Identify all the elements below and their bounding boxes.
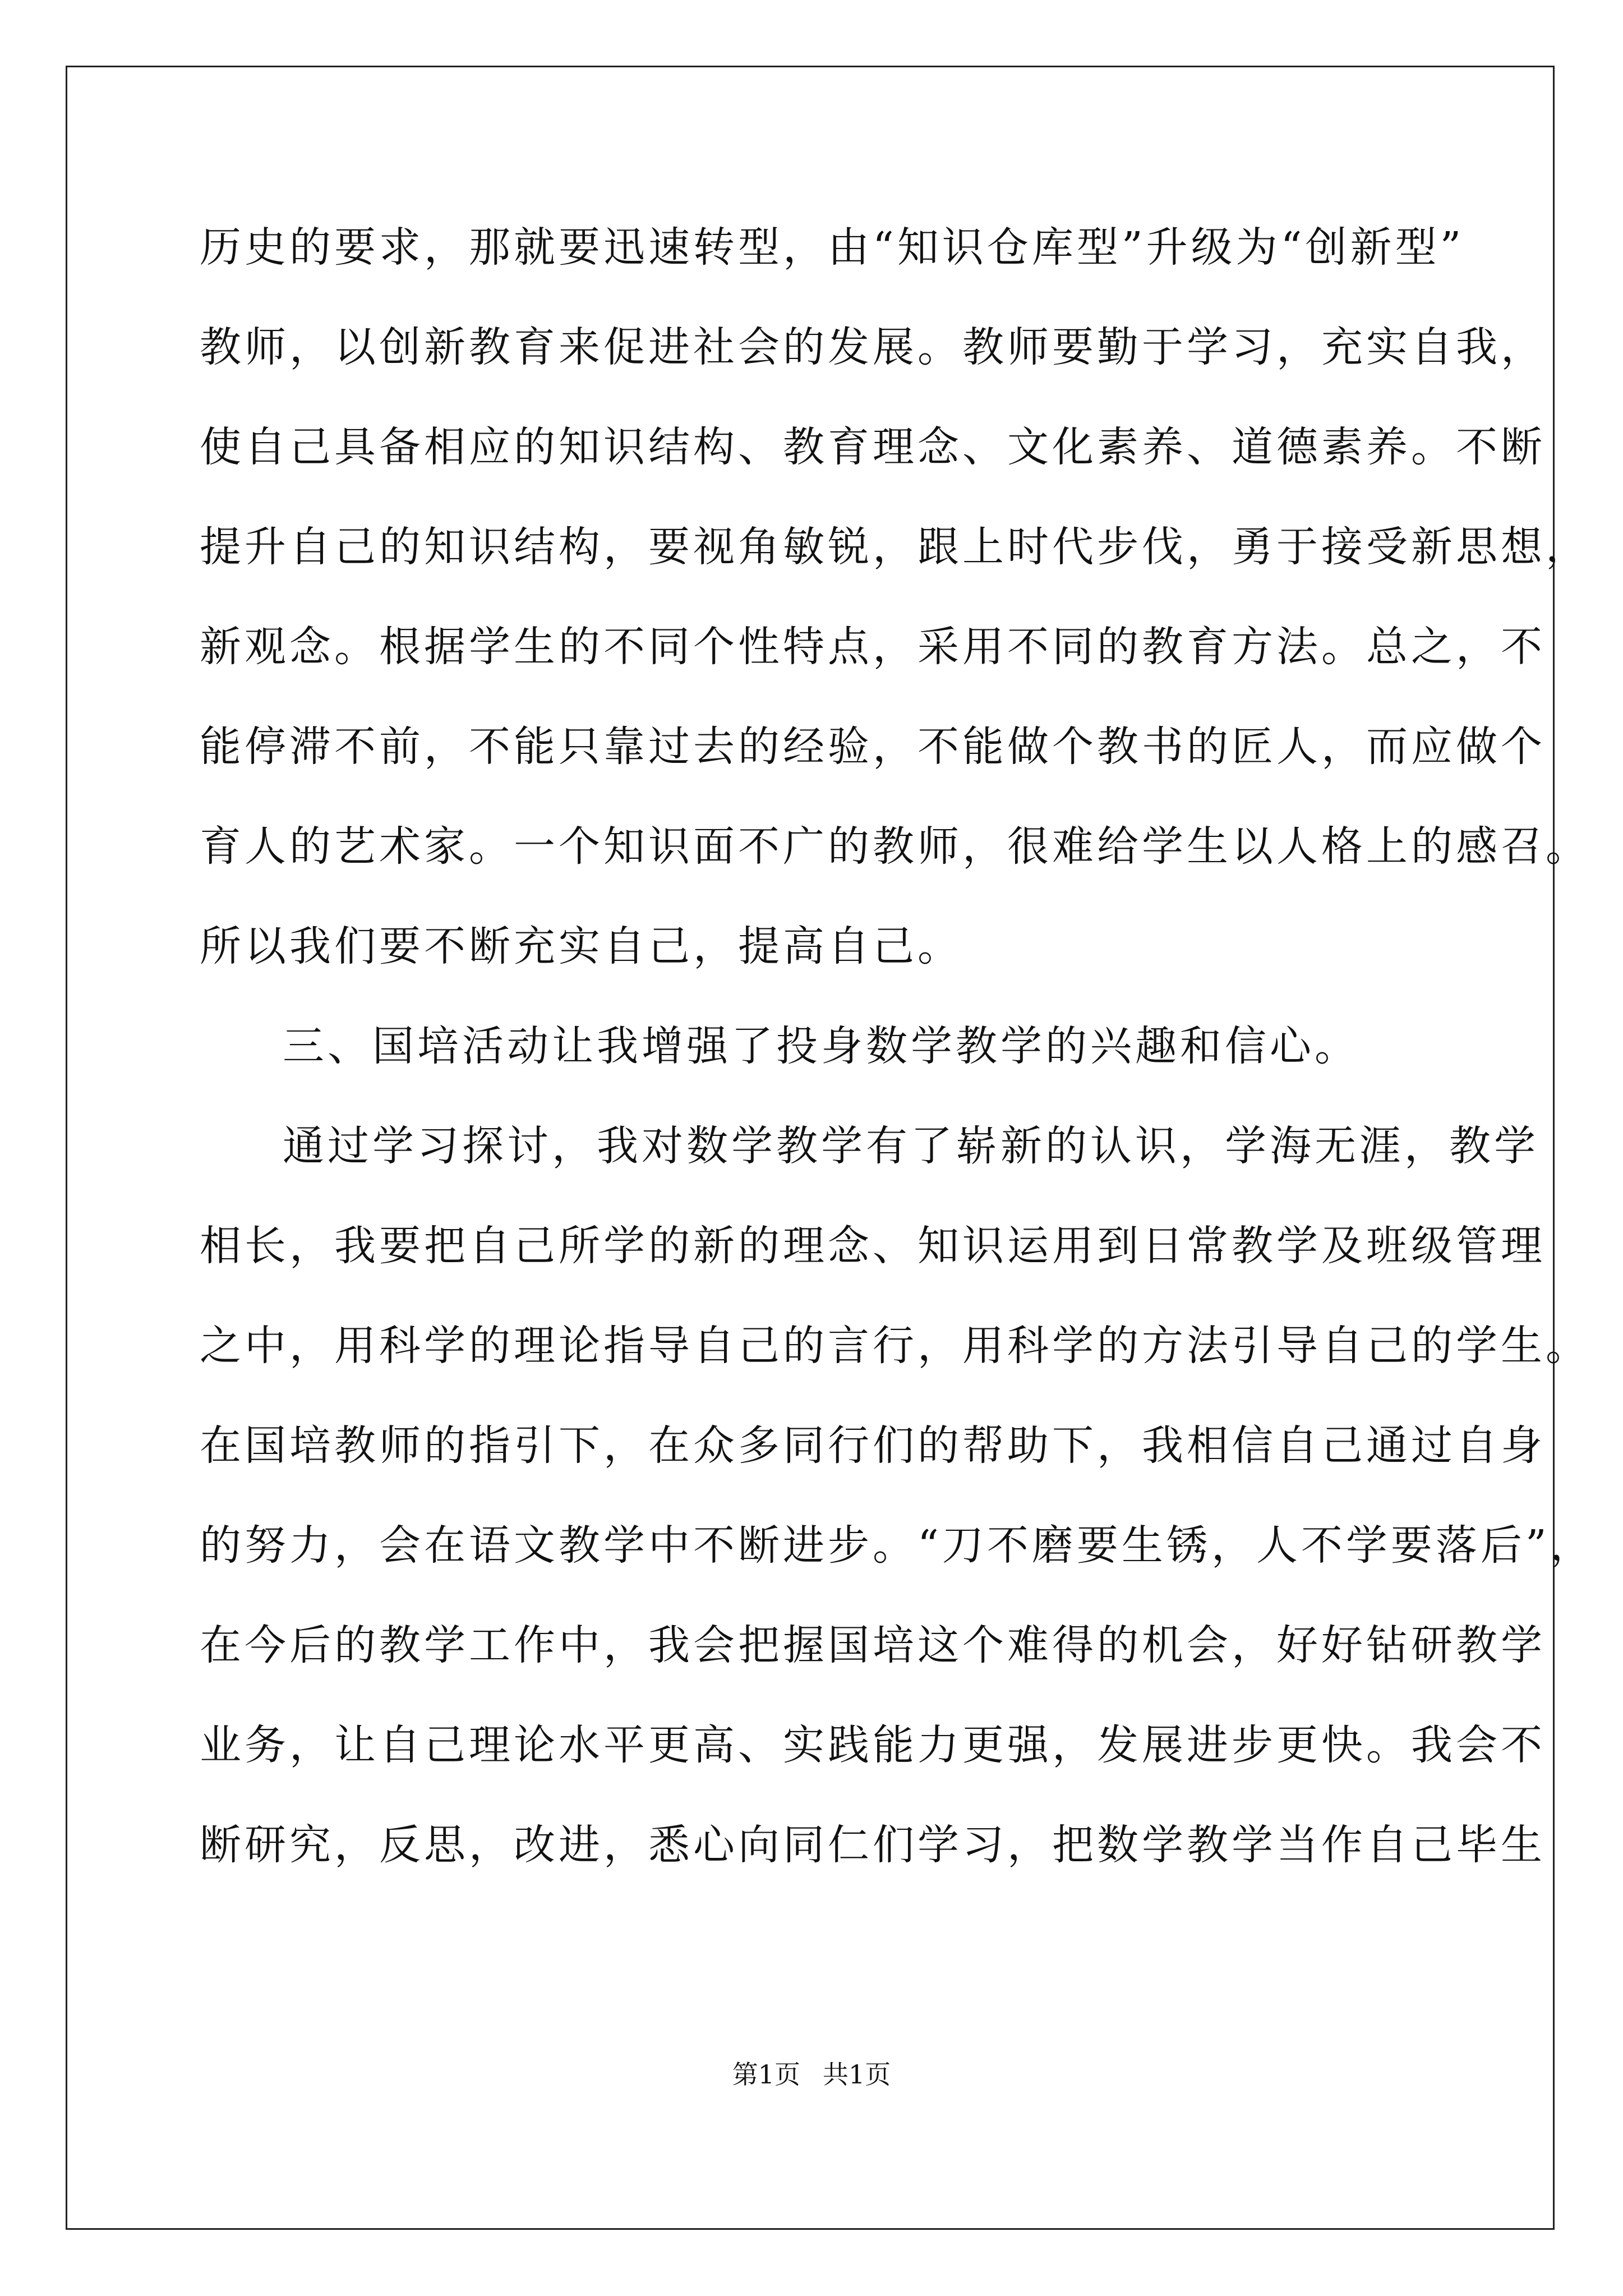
text-line: 教师，以创新教育来促进社会的发展。教师要勤于学习，充实自我，: [200, 323, 1546, 371]
text-line: 使自己具备相应的知识结构、教育理念、文化素养、道德素养。不断: [200, 423, 1546, 471]
text-line: 育人的艺术家。一个知识面不广的教师，很难给学生以人格上的感召。: [200, 822, 1590, 871]
text-line: 历史的要求，那就要迅速转型，由“知识仓库型”升级为“创新型”: [200, 223, 1465, 272]
text-line: 的努力，会在语文教学中不断进步。“刀不磨要生锈，人不学要落后”，: [200, 1521, 1595, 1570]
text-line: 新观念。根据学生的不同个性特点，采用不同的教育方法。总之，不: [200, 623, 1546, 671]
document-body: [200, 197, 1595, 1895]
text-line: 通过学习探讨，我对数学教学有了崭新的认识，学海无涯，教学: [283, 1122, 1539, 1170]
text-line: 断研究，反思，改进，悉心向同仁们学习，把数学教学当作自己毕生: [200, 1821, 1546, 1869]
text-line: 在国培教师的指引下，在众多同行们的帮助下，我相信自己通过自身: [200, 1421, 1546, 1470]
text-line: 在今后的教学工作中，我会把握国培这个难得的机会，好好钻研教学: [200, 1621, 1546, 1669]
text-line: 所以我们要不断充实自己，提高自己。: [200, 922, 962, 970]
text-line: 能停滞不前，不能只靠过去的经验，不能做个教书的匠人，而应做个: [200, 723, 1546, 771]
text-line: 之中，用科学的理论指导自己的言行，用科学的方法引导自己的学生。: [200, 1322, 1590, 1370]
page-total: 共1页: [823, 2059, 891, 2090]
text-line: 相长，我要把自己所学的新的理念、知识运用到日常教学及班级管理: [200, 1222, 1546, 1270]
page-number: 第1页: [732, 2059, 800, 2090]
page-footer: [0, 2058, 1623, 2091]
section-heading: 三、国培活动让我增强了投身数学教学的兴趣和信心。: [283, 1022, 1359, 1070]
text-line: 提升自己的知识结构，要视角敏锐，跟上时代步伐，勇于接受新思想，: [200, 523, 1590, 571]
text-line: 业务，让自己理论水平更高、实践能力更强，发展进步更快。我会不: [200, 1721, 1546, 1769]
